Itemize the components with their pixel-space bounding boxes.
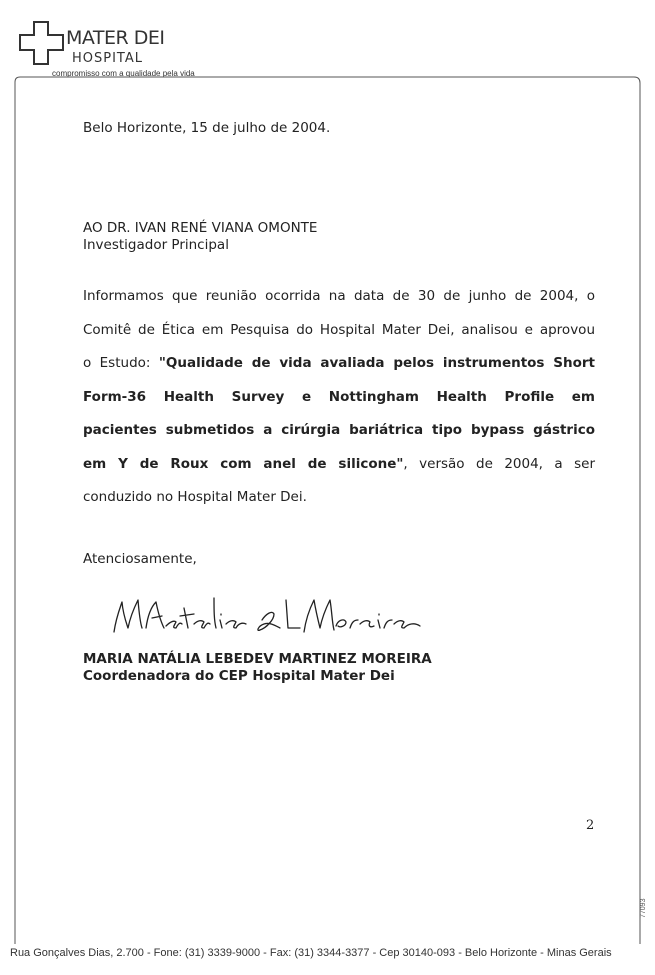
body-line: conduzido no Hospital Mater Dei. — [83, 489, 307, 505]
hospital-cross-logo-icon — [18, 20, 66, 66]
letterhead-name: MATER DEI — [66, 27, 165, 49]
body-text: , versão de 2004, a ser — [403, 455, 596, 472]
signer-role: Coordenadora do CEP Hospital Mater Dei — [83, 668, 395, 684]
study-title-part: em Y de Roux com anel de silicone" — [83, 455, 404, 472]
body-line: Comitê de Ética em Pesquisa do Hospital Mater Dei, analisou e aprovou — [83, 321, 595, 338]
body-line: Informamos que reunião ocorrida na data de 30 de junho de 2004, o — [83, 288, 595, 304]
body-line — [83, 414, 595, 448]
handwritten-signature — [108, 588, 428, 648]
footer-address: Rua Gonçalves Dias, 2.700 - Fone: (31) 3339-9000 - Fax: (31) 3344-3377 - Cep 30140-093 - Belo Horizonte - Minas Gerais — [10, 947, 612, 959]
closing: Atenciosamente, — [83, 551, 197, 567]
page-number: 2 — [586, 818, 595, 833]
body-line — [83, 347, 595, 381]
study-title-part: pacientes submetidos a cirúrgia bariátrica tipo bypass gástrico — [83, 422, 595, 438]
side-code: 77093 — [640, 898, 647, 918]
body-line — [83, 381, 595, 415]
addressee-name: AO DR. IVAN RENÉ VIANA OMONTE — [83, 220, 318, 236]
addressee-role: Investigador Principal — [83, 237, 229, 253]
letter-body — [83, 280, 595, 515]
study-title-part: Form-36 Health Survey e Nottingham Health Profile em — [83, 388, 595, 405]
body-text: o Estudo: — [83, 355, 159, 371]
study-title-part: "Qualidade de vida avaliada pelos instrumentos Short — [158, 355, 595, 371]
letter-date: Belo Horizonte, 15 de julho de 2004. — [83, 120, 331, 136]
letterhead-sub: HOSPITAL — [72, 51, 144, 66]
signer-name: MARIA NATÁLIA LEBEDEV MARTINEZ MOREIRA — [83, 651, 432, 667]
body-line — [83, 448, 595, 482]
letterhead-tagline: compromisso com a qualidade pela vida — [52, 69, 195, 78]
